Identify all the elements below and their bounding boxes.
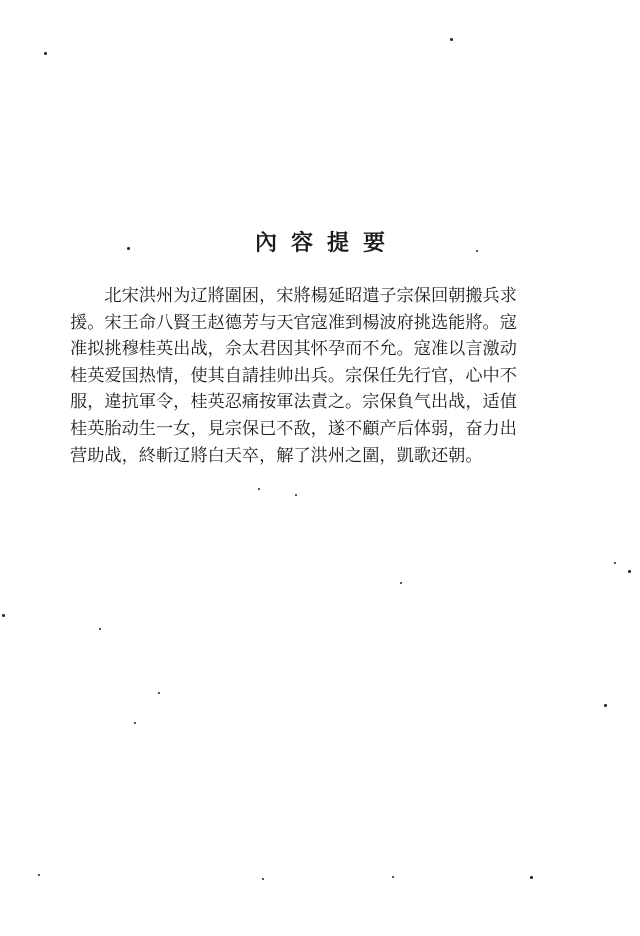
paragraph-line: 援。宋王命八賢王赵德芳与天官寇准到楊波府挑选能將。寇 [70,312,517,333]
scan-speck [530,876,533,879]
scan-speck [476,250,478,252]
scan-speck [295,494,297,496]
scan-speck [134,722,136,724]
page-title: 內容提要 [254,230,399,256]
paragraph-line: 桂英爱国热情，使其自請挂帅出兵。宗保任先行官，心中不 [70,365,517,386]
paragraph-line: 桂英胎动生一女，見宗保已不敌，遂不顧产后体弱，奋力出 [70,418,517,439]
scan-speck [38,874,40,876]
summary-paragraph [70,283,586,469]
scan-speck [604,704,607,707]
scan-speck [400,582,402,584]
paragraph-line: 营助战，終斬辽將白天卒，解了洪州之圍，凱歌还朝。 [70,445,483,466]
paragraph-line: 服，違抗軍令，桂英忍痛按軍法責之。宗保負气出战，适值 [70,392,517,413]
scan-speck [614,562,616,564]
paragraph-line: 北宋洪州为辽將圍困，宋將楊延昭遣子宗保回朝搬兵求 [70,286,517,306]
scan-speck [392,876,394,878]
paragraph-line: 准拟挑穆桂英出战，佘太君因其怀孕而不允。寇准以言激动 [70,339,517,360]
scan-speck [450,38,453,41]
scan-speck [628,570,631,573]
scan-speck [44,52,47,55]
scan-speck [262,878,264,880]
scan-speck [158,692,160,694]
scan-speck [127,247,130,250]
scan-speck [2,614,5,617]
scan-speck [258,488,260,490]
scan-speck [99,628,101,630]
